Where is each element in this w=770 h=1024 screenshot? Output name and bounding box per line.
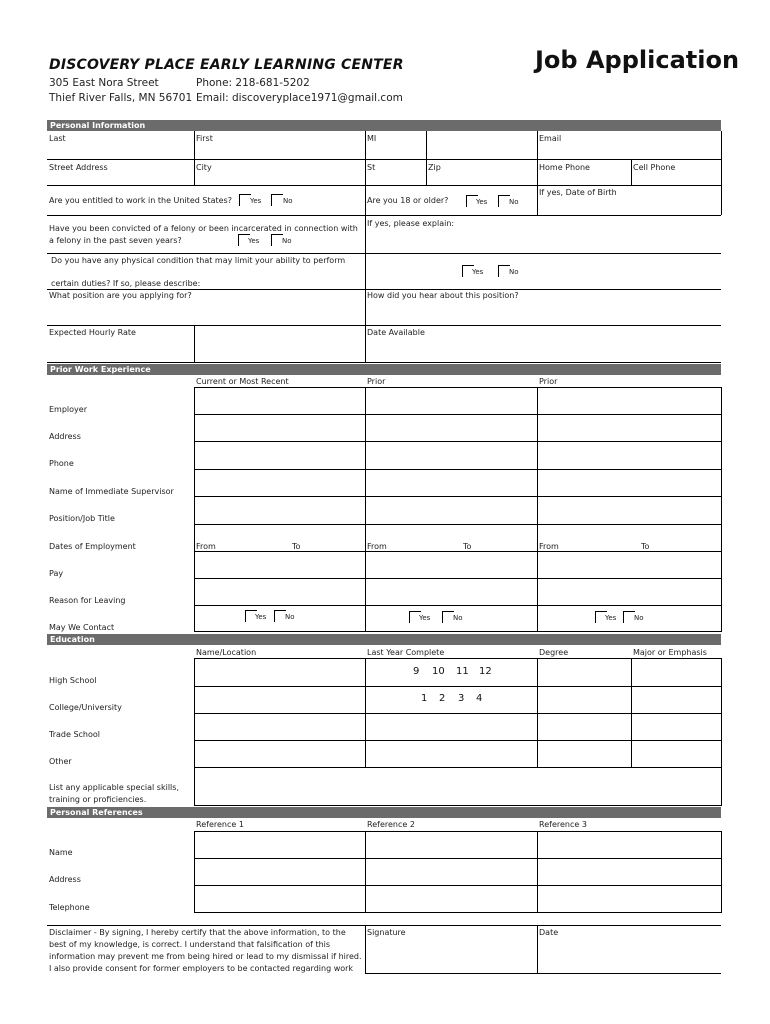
age-18-label: Are you 18 or older? bbox=[367, 196, 449, 205]
yes-label: Yes bbox=[250, 197, 262, 205]
edu-row-college: College/University bbox=[49, 703, 122, 712]
yes-label: Yes bbox=[255, 613, 267, 621]
no-label: No bbox=[285, 613, 295, 621]
section-education: Education bbox=[47, 634, 721, 645]
section-personal-references: Personal References bbox=[47, 807, 721, 818]
edu-col-name-location: Name/Location bbox=[196, 648, 257, 657]
edu-row-other: Other bbox=[49, 757, 72, 766]
address-line-2: Thief River Falls, MN 56701 bbox=[49, 92, 193, 104]
edu-row-high-school: High School bbox=[49, 676, 97, 685]
form-title: Job Application bbox=[535, 46, 740, 74]
no-label: No bbox=[509, 198, 519, 206]
how-heard-label: How did you hear about this position? bbox=[367, 291, 519, 300]
mi-label: MI bbox=[367, 134, 377, 143]
ref-col-1: Reference 1 bbox=[196, 820, 244, 829]
state-label: St bbox=[367, 163, 376, 172]
street-address-label: Street Address bbox=[49, 163, 108, 172]
from-label: From bbox=[196, 542, 216, 551]
city-label: City bbox=[196, 163, 212, 172]
cell-phone-label: Cell Phone bbox=[633, 163, 676, 172]
section-prior-work-experience: Prior Work Experience bbox=[47, 364, 721, 375]
disclaimer-line-3: information may prevent me from being hired or lead to my dismissal if hired. bbox=[49, 952, 362, 961]
work-eligibility-label: Are you entitled to work in the United States? bbox=[49, 196, 232, 205]
no-label: No bbox=[283, 197, 293, 205]
year-1[interactable]: 1 bbox=[421, 693, 428, 704]
edu-row-trade-school: Trade School bbox=[49, 730, 101, 739]
org-email: Email: discoveryplace1971@gmail.com bbox=[196, 92, 403, 104]
work-grid[interactable] bbox=[194, 387, 722, 632]
signature-field[interactable] bbox=[366, 938, 537, 972]
to-label: To bbox=[641, 542, 650, 551]
work-row-reason-leaving: Reason for Leaving bbox=[49, 596, 126, 605]
physical-condition-line-2: certain duties? If so, please describe: bbox=[51, 279, 201, 288]
address-line-1: 305 East Nora Street bbox=[49, 77, 159, 89]
home-phone-label: Home Phone bbox=[539, 163, 590, 172]
references-grid[interactable] bbox=[194, 831, 722, 913]
position-applying-label: What position are you applying for? bbox=[49, 291, 192, 300]
special-skills-line-2: training or proficiencies. bbox=[49, 795, 147, 804]
special-skills-field[interactable] bbox=[194, 768, 722, 806]
signature-label: Signature bbox=[367, 928, 406, 937]
no-label: No bbox=[509, 268, 519, 276]
no-label: No bbox=[634, 614, 644, 622]
yes-label: Yes bbox=[419, 614, 431, 622]
felony-question-line-2: a felony in the past seven years? bbox=[49, 236, 182, 245]
felony-explain-label: If yes, please explain: bbox=[367, 219, 455, 228]
ref-col-3: Reference 3 bbox=[539, 820, 587, 829]
org-phone: Phone: 218-681-5202 bbox=[196, 77, 310, 89]
from-label: From bbox=[539, 542, 559, 551]
work-row-supervisor: Name of Immediate Supervisor bbox=[49, 487, 174, 496]
section-personal-information: Personal Information bbox=[47, 120, 721, 131]
grade-11[interactable]: 11 bbox=[456, 666, 469, 677]
work-eligibility-no-checkbox[interactable] bbox=[271, 194, 283, 206]
date-field[interactable] bbox=[538, 938, 721, 972]
disclaimer-line-2: best of my knowledge, is correct. I understand that falsification of this bbox=[49, 940, 331, 949]
work-row-pay: Pay bbox=[49, 569, 64, 578]
work-col-prior-1: Prior bbox=[367, 377, 386, 386]
year-2[interactable]: 2 bbox=[439, 693, 446, 704]
edu-col-last-year: Last Year Complete bbox=[367, 648, 445, 657]
email-label: Email bbox=[539, 134, 562, 143]
date-of-birth-label: If yes, Date of Birth bbox=[539, 188, 617, 197]
to-label: To bbox=[463, 542, 472, 551]
ref-col-2: Reference 2 bbox=[367, 820, 415, 829]
zip-label: Zip bbox=[428, 163, 441, 172]
work-row-employer: Employer bbox=[49, 405, 87, 414]
disclaimer-line-4: I also provide consent for former employers to be contacted regarding work bbox=[49, 964, 354, 973]
edu-col-degree: Degree bbox=[539, 648, 569, 657]
yes-label: Yes bbox=[605, 614, 617, 622]
special-skills-line-1: List any applicable special skills, bbox=[49, 783, 179, 792]
grade-10[interactable]: 10 bbox=[432, 666, 445, 677]
hourly-rate-label: Expected Hourly Rate bbox=[49, 328, 136, 337]
work-row-position: Position/Job Title bbox=[49, 514, 115, 523]
ref-row-address: Address bbox=[49, 875, 81, 884]
work-row-dates: Dates of Employment bbox=[49, 542, 136, 551]
year-4[interactable]: 4 bbox=[476, 693, 483, 704]
felony-question-line-1: Have you been convicted of a felony or been incarcerated in connection with bbox=[49, 224, 358, 233]
work-row-phone: Phone bbox=[49, 459, 74, 468]
organization-name: DISCOVERY PLACE EARLY LEARNING CENTER bbox=[49, 57, 404, 73]
ref-row-telephone: Telephone bbox=[49, 903, 90, 912]
yes-label: Yes bbox=[476, 198, 488, 206]
year-3[interactable]: 3 bbox=[458, 693, 465, 704]
disclaimer-line-1: Disclaimer - By signing, I hereby certify that the above information, to the bbox=[49, 928, 346, 937]
grade-12[interactable]: 12 bbox=[479, 666, 492, 677]
work-col-prior-2: Prior bbox=[539, 377, 558, 386]
edu-col-major: Major or Emphasis bbox=[633, 648, 707, 657]
date-label: Date bbox=[539, 928, 559, 937]
from-label: From bbox=[367, 542, 387, 551]
last-name-label: Last bbox=[49, 134, 66, 143]
work-row-address: Address bbox=[49, 432, 81, 441]
grade-9[interactable]: 9 bbox=[413, 666, 420, 677]
no-label: No bbox=[282, 237, 292, 245]
work-col-current: Current or Most Recent bbox=[196, 377, 289, 386]
yes-label: Yes bbox=[472, 268, 484, 276]
to-label: To bbox=[292, 542, 301, 551]
no-label: No bbox=[453, 614, 463, 622]
ref-row-name: Name bbox=[49, 848, 73, 857]
first-name-label: First bbox=[196, 134, 213, 143]
date-available-label: Date Available bbox=[367, 328, 425, 337]
physical-condition-line-1: Do you have any physical condition that may limit your ability to perform bbox=[51, 256, 346, 265]
work-row-may-contact: May We Contact bbox=[49, 623, 115, 632]
yes-label: Yes bbox=[248, 237, 260, 245]
